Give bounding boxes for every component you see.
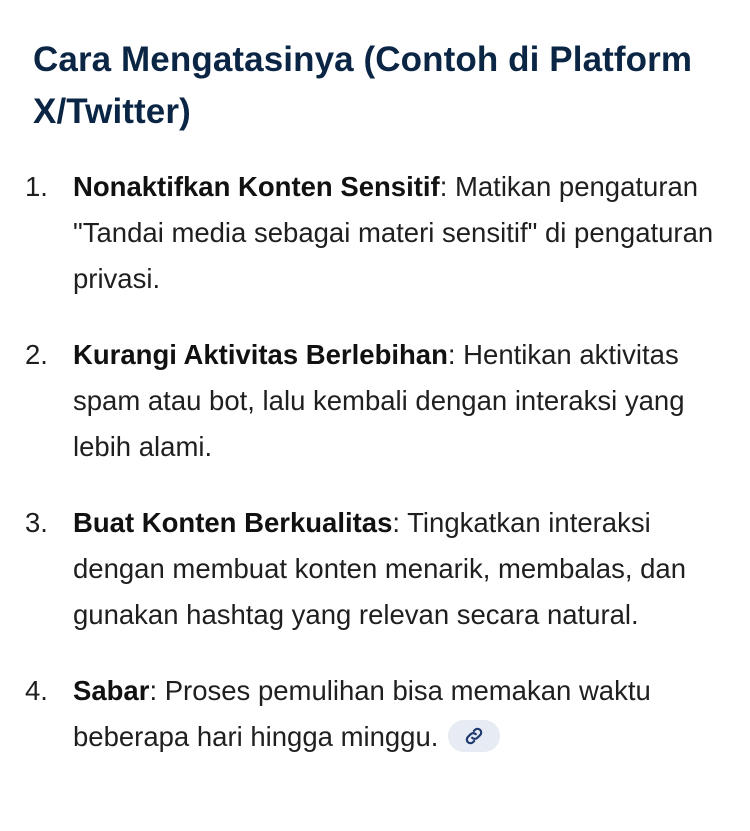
- step-body: : Hentikan aktivitas spam atau bot, lalu kembali dengan interaksi yang lebih alami.: [73, 339, 685, 462]
- step-title: Buat Konten Berkualitas: [73, 507, 393, 538]
- list-item: [25, 500, 723, 638]
- step-number: 2.: [25, 339, 48, 370]
- step-number: 3.: [25, 507, 48, 538]
- section-heading: Cara Mengatasinya (Contoh di Platform X/Twitter): [33, 40, 693, 131]
- list-item: [25, 332, 723, 470]
- step-body: : Tingkatkan interaksi dengan membuat konten menarik, membalas, dan gunakan hashtag yang relevan secara natural.: [73, 507, 686, 630]
- step-body: : Proses pemulihan bisa memakan waktu beberapa hari hingga minggu.: [73, 675, 651, 752]
- step-body: : Matikan pengaturan "Tandai media sebagai materi sensitif" di pengaturan privasi.: [73, 171, 714, 294]
- response-section: [25, 34, 723, 760]
- step-number: 4.: [25, 675, 48, 706]
- step-title: Nonaktifkan Konten Sensitif: [73, 171, 440, 202]
- step-number: 1.: [25, 171, 48, 202]
- list-item: [25, 164, 723, 302]
- list-item: [25, 668, 723, 760]
- source-link-button[interactable]: [448, 720, 500, 752]
- step-title: Kurangi Aktivitas Berlebihan: [73, 339, 448, 370]
- step-title: Sabar: [73, 675, 150, 706]
- steps-list: [25, 164, 723, 760]
- link-icon: [463, 725, 485, 747]
